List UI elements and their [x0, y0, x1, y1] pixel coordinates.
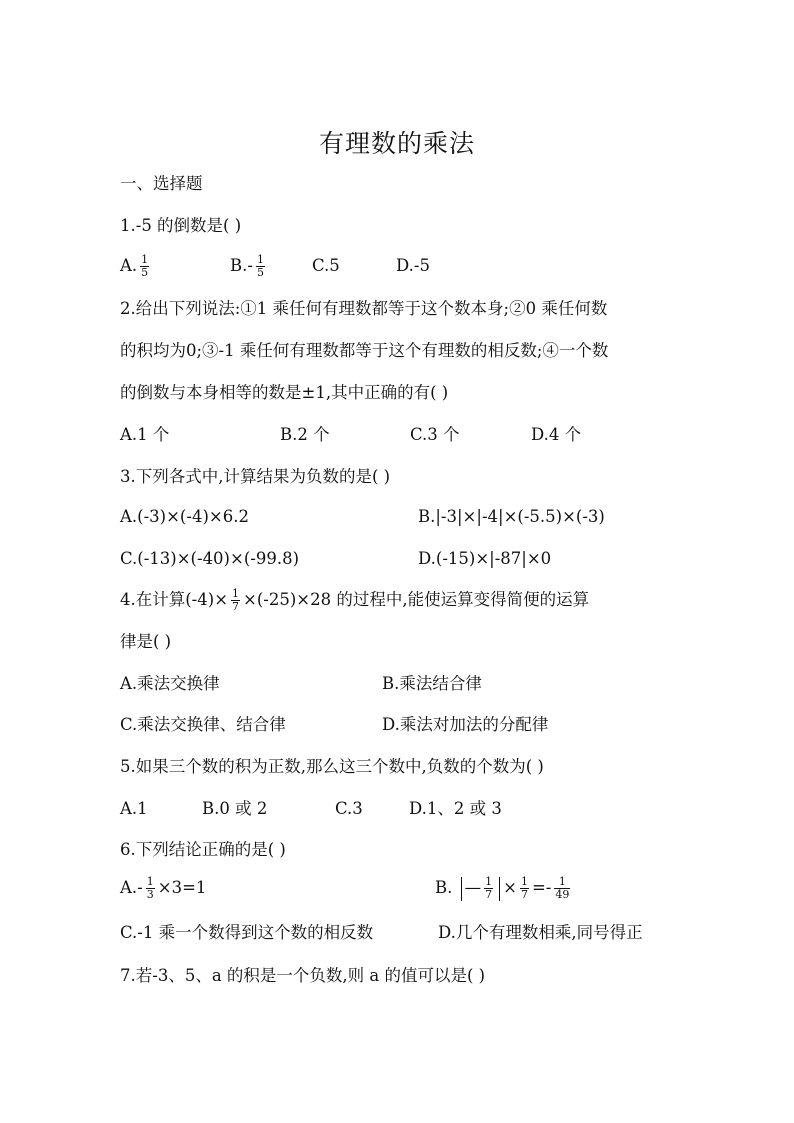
option-a: A.1	[120, 799, 148, 818]
absolute-value-bar	[499, 877, 500, 901]
option-c: C.5	[312, 256, 340, 275]
question-2-line-1: 2.给出下列说法:①1 乘任何有理数都等于这个数本身;②0 乘任何数	[120, 299, 608, 318]
question-6-options-cd	[120, 919, 680, 947]
question-2-line-3: 的倒数与本身相等的数是±1,其中正确的有( )	[120, 383, 449, 402]
option-c: C.3	[335, 799, 363, 818]
fraction: $\frac{1}{5}$	[256, 253, 264, 279]
question-4-options-cd	[120, 711, 680, 739]
option-b: B.|-3|×|-4|×(-5.5)×(-3)	[418, 507, 605, 526]
fraction: $\frac{1}{3}$	[146, 875, 154, 901]
question-6-options-ab	[120, 874, 680, 908]
option-a: A.(-3)×(-4)×6.2	[120, 507, 249, 526]
option-d: D.乘法对加法的分配律	[382, 715, 549, 734]
option-b: B.- $\frac{1}{5}$	[230, 253, 264, 279]
option-a: A.1 个	[120, 425, 170, 444]
question-1-stem: 1.-5 的倒数是( )	[120, 216, 242, 235]
question-3-options-cd	[120, 545, 680, 573]
absolute-value-bar	[461, 877, 462, 901]
question-2-options	[120, 421, 680, 449]
option-d: D.-5	[396, 256, 430, 275]
option-b: B.2 个	[280, 425, 330, 444]
option-c: C.乘法交换律、结合律	[120, 715, 286, 734]
page-title: 有理数的乘法	[318, 129, 475, 158]
option-c: C.(-13)×(-40)×(-99.8)	[120, 549, 300, 568]
option-d: D.4 个	[531, 425, 582, 444]
question-5-stem: 5.如果三个数的积为正数,那么这三个数中,负数的个数为( )	[120, 757, 544, 776]
fraction: $\frac{1}{7}$	[520, 875, 528, 901]
question-3-options-ab	[120, 503, 680, 531]
option-d: D.(-15)×|-87|×0	[418, 549, 552, 568]
question-4-line-2: 律是( )	[120, 632, 172, 651]
fraction: $\frac{1}{7}$	[485, 875, 493, 901]
fraction: $\frac{1}{49}$	[555, 875, 570, 901]
question-1-options	[120, 252, 680, 280]
question-2-line-2: 的积均为0;③-1 乘任何有理数都等于这个有理数的相反数;④一个数	[120, 341, 609, 360]
fraction: $\frac{1}{5}$	[141, 253, 149, 279]
option-d: D.1、2 或 3	[409, 799, 502, 818]
option-d: D.几个有理数相乘,同号得正	[438, 923, 643, 942]
question-7-stem: 7.若-3、5、a 的积是一个负数,则 a 的值可以是( )	[120, 966, 486, 985]
question-4-line-1: 4.在计算(-4)× $\frac{1}{7}$ ×(-25)×28 的过程中,能使运算变得简便的运算	[120, 587, 590, 613]
option-a: A.乘法交换律	[120, 674, 220, 693]
fraction: $\frac{1}{7}$	[232, 587, 240, 613]
question-5-options	[120, 795, 680, 823]
option-c: C.-1 乘一个数得到这个数的相反数	[120, 923, 374, 942]
question-3-stem: 3.下列各式中,计算结果为负数的是( )	[120, 467, 391, 486]
question-6-stem: 6.下列结论正确的是( )	[120, 840, 286, 859]
section-heading: 一、选择题	[120, 174, 203, 193]
option-a: A.- $\frac{1}{3}$ ×3=1	[120, 875, 207, 901]
option-c: C.3 个	[410, 425, 460, 444]
option-b: B. — $\frac{1}{7}$ × $\frac{1}{7}$ =- $\frac{1}{49}$	[435, 875, 570, 901]
option-b: B.乘法结合律	[382, 674, 482, 693]
option-a: A. $\frac{1}{5}$	[120, 253, 149, 279]
question-4-options-ab	[120, 670, 680, 698]
option-b: B.0 或 2	[202, 799, 268, 818]
